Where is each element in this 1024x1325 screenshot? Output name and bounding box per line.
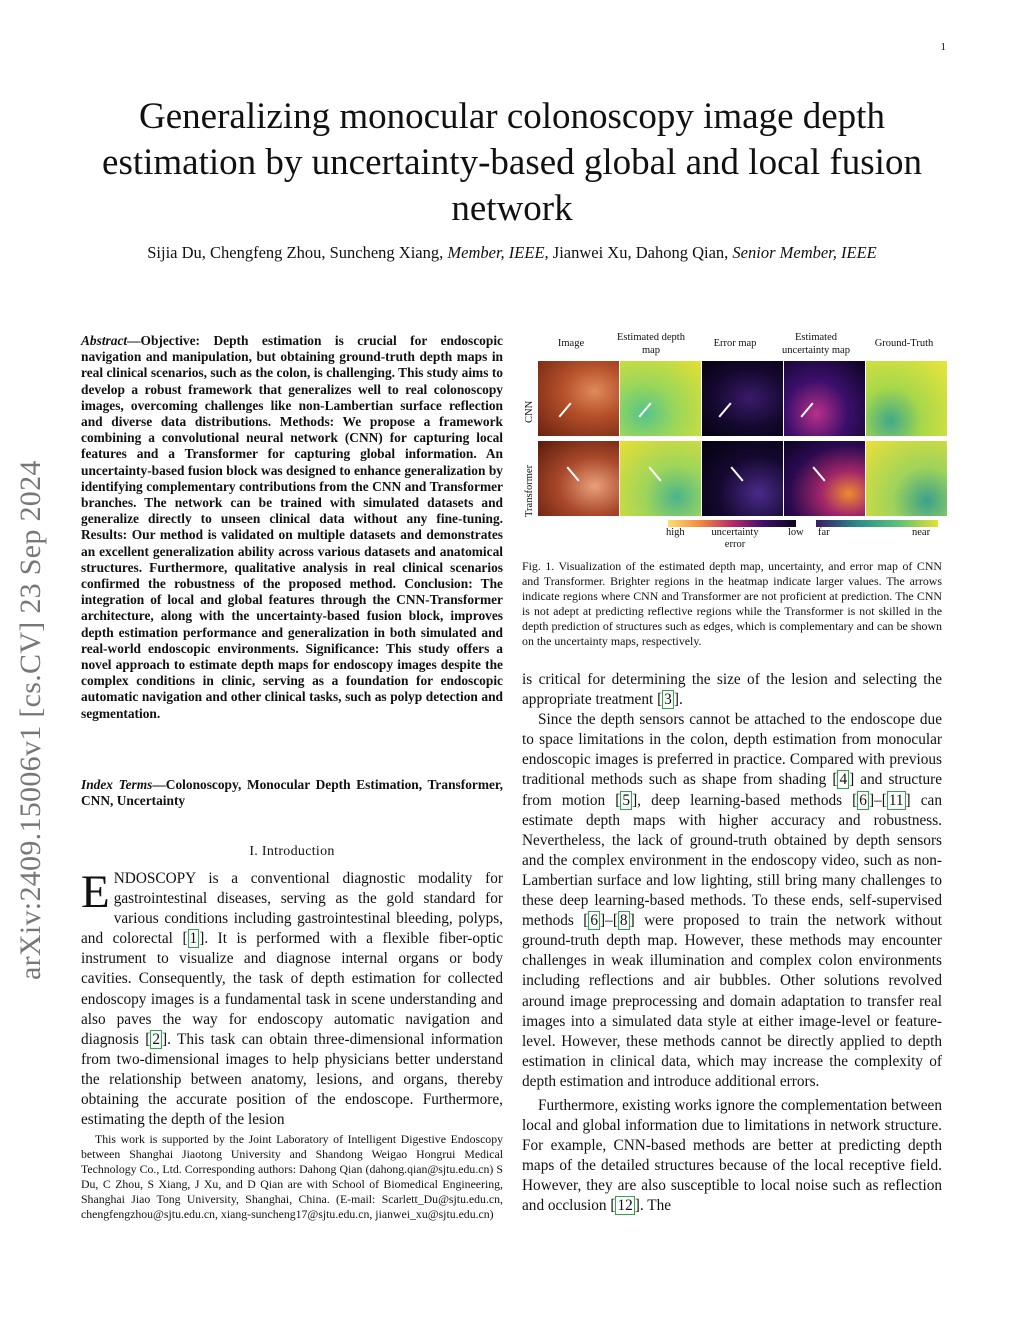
colorbar-label: high <box>666 527 685 538</box>
arxiv-identifier: arXiv:2409.15006v1 [cs.CV] 23 Sep 2024 <box>14 460 47 980</box>
footnote-wrapper <box>81 1132 503 1222</box>
figure-column-header: Ground-Truth <box>874 338 934 349</box>
arrow-icon <box>638 402 651 417</box>
arrow-icon <box>800 402 813 417</box>
citation-link[interactable]: 3 <box>664 691 672 709</box>
colorbar-label: far <box>818 527 830 538</box>
paragraph-text: . The <box>639 1197 672 1215</box>
figure-column-header: Error map <box>713 338 757 349</box>
index-terms <box>81 777 503 809</box>
cnn-uncertainty-map <box>784 361 865 436</box>
paragraph-text: Since the depth sensors cannot be attached to the endoscope due to space limitations in the colon, depth estimation from monocular endoscopic images is preferred in practice. Compared with previous traditional methods such as shape from shading <box>522 711 942 789</box>
citation-link[interactable]: 2 <box>152 1030 160 1048</box>
paragraph: Furthermore, existing works ignore the complementation between local and global information due to limitations in network structure. For example, CNN-based methods are better at predicting depth maps of the detailed structures because of the local receptive field. However, they are also susceptible to local noise such as reflection and occlusion [ 12 ]. The <box>522 1096 942 1215</box>
figure-column-header: Estimated depth map <box>617 332 685 356</box>
intro-text: . This task can obtain three-dimensional information from two-dimensional images to help physicians better understand the relationship between anatomy, lesions, and organs, thereby obtaining the accurate position of the endoscope. Furthermore, estimating the depth of the lesion <box>81 1030 503 1129</box>
paragraph-text: were proposed to train the network without ground-truth depth map. However, these methods may encounter challenges in weak illumination and complex colon environments including reflections and air bubbles. Other solutions revolved around image preprocessing and domain adaptation to transfer real images into a simulated data style at either image-level or feature-level. However, these methods cannot be directly applied to depth estimation in clinical data, which may increase the complexity of depth estimation and introduce additional errors. <box>522 912 942 1090</box>
paragraph-text: can estimate depth maps with higher accuracy and robustness. Nevertheless, the lack of ground-truth obtained by depth sensors and the complex environment in the endoscopy video, such as non-Lambertian surface and low lighting, still bring many challenges to these deep learning-based methods. To these ends, self-supervised methods <box>522 791 942 930</box>
figure-1 <box>520 331 944 553</box>
paper-title: Generalizing monocular colonoscopy image depth estimation by uncertainty-based global and local fusion network <box>102 96 922 229</box>
citation-link[interactable]: 11 <box>888 791 904 809</box>
citation-link[interactable]: 8 <box>619 912 628 930</box>
abstract <box>81 333 503 722</box>
index-terms-label: Index Terms <box>81 777 153 792</box>
transformer-error-map <box>702 441 783 516</box>
paragraph-text: . <box>678 691 683 709</box>
dash: – <box>605 912 613 930</box>
arrow-icon <box>730 466 743 481</box>
author-names: , Jianwei Xu, Dahong Qian, <box>544 243 733 262</box>
figure-row-label: CNN <box>524 400 535 423</box>
arrow-icon <box>566 466 579 481</box>
index-terms-text: —Colonoscopy, Monocular Depth Estimation, Transformer, CNN, Uncertainty <box>81 777 503 809</box>
drop-cap: E <box>81 866 110 918</box>
senior-member-title: Senior Member, IEEE <box>732 243 877 262</box>
first-word: NDOSCOPY <box>113 870 196 887</box>
paragraph: Since the depth sensors cannot be attached to the endoscope due to space limitations in the colon, depth estimation from monocular endoscopic images is preferred in practice. Compared with previous traditional methods such as shape from shading [ 4 ] and structure from motion [ 5 ], deep learning-based methods [ 6 ]–[ 11 ] can estimate depth maps with higher accuracy and robustness. Nevertheless, the lack of ground-truth obtained by depth sensors and the complex environment in the endoscopy video, such as non-Lambertian surface and low lighting, still bring many challenges to these deep learning-based methods. To these ends, self-supervised methods [ 6 ]–[ 8 ] were proposed to train the network without ground-truth depth map. However, these methods may encounter challenges in weak illumination and complex colon environments including reflections and air bubbles. Other solutions revolved around image preprocessing and domain adaptation to transfer real images into a simulated data style at either image-level or feature-level. However, these methods cannot be directly applied to depth estimation in clinical data, which may increase the complexity of depth estimation and introduce additional errors. <box>522 711 942 1090</box>
section-heading: I. Introduction <box>249 844 335 859</box>
transformer-ground-truth <box>866 441 947 516</box>
depth-colorbar <box>816 520 938 527</box>
cnn-input-image <box>538 361 619 436</box>
citation-link[interactable]: 5 <box>622 791 631 809</box>
citation-link[interactable]: 1 <box>189 930 198 948</box>
colorbar-label: near <box>912 527 931 538</box>
paragraph-text: and structure from motion <box>522 771 942 809</box>
arrow-icon <box>718 402 731 417</box>
arrow-icon <box>648 466 661 481</box>
citation-link[interactable]: 6 <box>590 912 599 930</box>
intro-paragraph: ENDOSCOPY is a conventional diagnostic modality for gastrointestinal diseases, serving as the gold standard for various conditions including gastrointestinal bleeding, polyps, and colorectal [ 1 ]. It is performed with a flexible fiber-optic instrument to visualize and diagnose internal organs or body cavities. Consequently, the task of depth estimation for collected endoscopy images is a fundamental task in scene understanding and also paves the way for endoscopy automatic navigation and diagnosis [ 2 ]. This task can obtain three-dimensional information from two-dimensional images to help physicians better understand the relationship between anatomy, lesions, and organs, thereby obtaining the accurate position of the endoscope. Furthermore, estimating the depth of the lesion <box>81 866 503 1129</box>
cnn-error-map <box>702 361 783 436</box>
figure-column-header: Estimated uncertainty map <box>782 332 850 356</box>
dash: – <box>874 791 882 809</box>
paragraph: is critical for determining the size of the lesion and selecting the appropriate treatment [ 3 ]. <box>522 671 942 709</box>
abstract-text: —Objective: Depth estimation is crucial for endoscopic navigation and manipulation, but obtaining ground-truth depth maps in real clinical scenarios, such as the colon, is challenging. This study aims to develop a robust framework that generalizes well to real colonoscopy images, overcoming challenges like non-Lambertian surface reflection and diverse data distributions. Methods: We propose a framework combining a convolutional neural network (CNN) for capturing local features and a Transformer for capturing global information. An uncertainty-based fusion block was designed to enhance generalization by identifying complementary contributions from the CNN and Transformer branches. The network can be trained with simulated datasets and generalize directly to unseen clinical data without any fine-tuning. Results: Our method is validated on multiple datasets and demonstrates an excellent generalization ability across various datasets and anatomical structures. Furthermore, qualitative analysis in real clinical scenarios confirmed the robustness of the proposed method. Conclusion: The integration of local and global features through the CNN-Transformer architecture, along with the uncertainty-based fusion block, improves depth estimation performance and generalization in both simulated and real-world endoscopic environments. Significance: This study offers a novel approach to estimate depth maps for endoscopy images despite the complex conditions in clinic, serving as a foundation for endoscopic automatic navigation and other clinical tasks, such as polyp detection and segmentation. <box>81 333 503 721</box>
transformer-uncertainty-map <box>784 441 865 516</box>
member-title: Member, IEEE <box>447 243 545 262</box>
page-number: 1 <box>940 41 946 53</box>
paragraph-text: , deep learning-based methods <box>637 791 853 809</box>
cnn-depth-map <box>620 361 701 436</box>
figure-column-header: Image <box>557 338 585 349</box>
paragraph-text: is critical for determining the size of the lesion and selecting the appropriate treatment <box>522 671 942 709</box>
figure-row-label: Transformer <box>524 464 535 517</box>
footnote: This work is supported by the Joint Laboratory of Intelligent Digestive Endoscopy between Shanghai Jiaotong University and Shandong Weigao Hongrui Medical Technology Co., Ltd. Corresponding authors: Dahong Qian (dahong.qian@sjtu.edu.cn) S Du, C Zhou, S Xiang, J Xu, and D Qian are with School of Biomedical Engineering, Shanghai Jiao Tong University, Shanghai, China. (E-mail: Scarlett_Du@sjtu.edu.cn, chengfengzhou@sjtu.edu.cn, xiang-suncheng17@sjtu.edu.cn, jianwei_xu@sjtu.edu.cn) <box>81 1132 503 1221</box>
author-names: Sijia Du, Chengfeng Zhou, Suncheng Xiang, <box>147 243 448 262</box>
abstract-label: Abstract <box>81 333 128 348</box>
colorbar-label: low <box>788 527 804 538</box>
uncertainty-colorbar <box>668 520 796 527</box>
right-column-text <box>522 670 942 1217</box>
arrow-icon <box>812 466 825 481</box>
intro-text: is a conventional diagnostic modality for gastrointestinal diseases, serving as the gold standard for various conditions including gastrointestinal bleeding, polyps, and colorectal <box>81 870 503 948</box>
citation-link[interactable]: 12 <box>617 1197 633 1215</box>
paragraph-text: Furthermore, existing works ignore the complementation between local and global information due to limitations in network structure. For example, CNN-based methods are better at predicting depth maps of the detailed structures because of the local receptive field. However, they are also susceptible to local noise such as reflection and occlusion <box>522 1096 942 1215</box>
intro-text: . It is performed with a flexible fiber-optic instrument to visualize and diagnose internal organs or body cavities. Consequently, the task of depth estimation for collected endoscopy images is a fundamental task in scene understanding and also paves the way for endoscopy automatic navigation and diagnosis <box>81 930 503 1048</box>
author-list <box>60 243 964 263</box>
figure-caption: Fig. 1. Visualization of the estimated depth map, uncertainty, and error map of CNN and Transformer. Brighter regions in the heatmap indicate larger values. The arrows indicate regions where CNN and Transformer are not proficient at prediction. The CNN is not adept at predicting reflective regions while the Transformer is not skilled in the depth prediction of structures such as edges, which is complementary and can be shown on the uncertainty maps, respectively. <box>522 559 942 649</box>
citation-link[interactable]: 4 <box>839 771 848 789</box>
arrow-icon <box>558 402 571 417</box>
cnn-ground-truth <box>866 361 947 436</box>
transformer-input-image <box>538 441 619 516</box>
citation-link[interactable]: 6 <box>859 791 867 809</box>
transformer-depth-map <box>620 441 701 516</box>
colorbar-label: uncertainty error <box>711 527 759 550</box>
